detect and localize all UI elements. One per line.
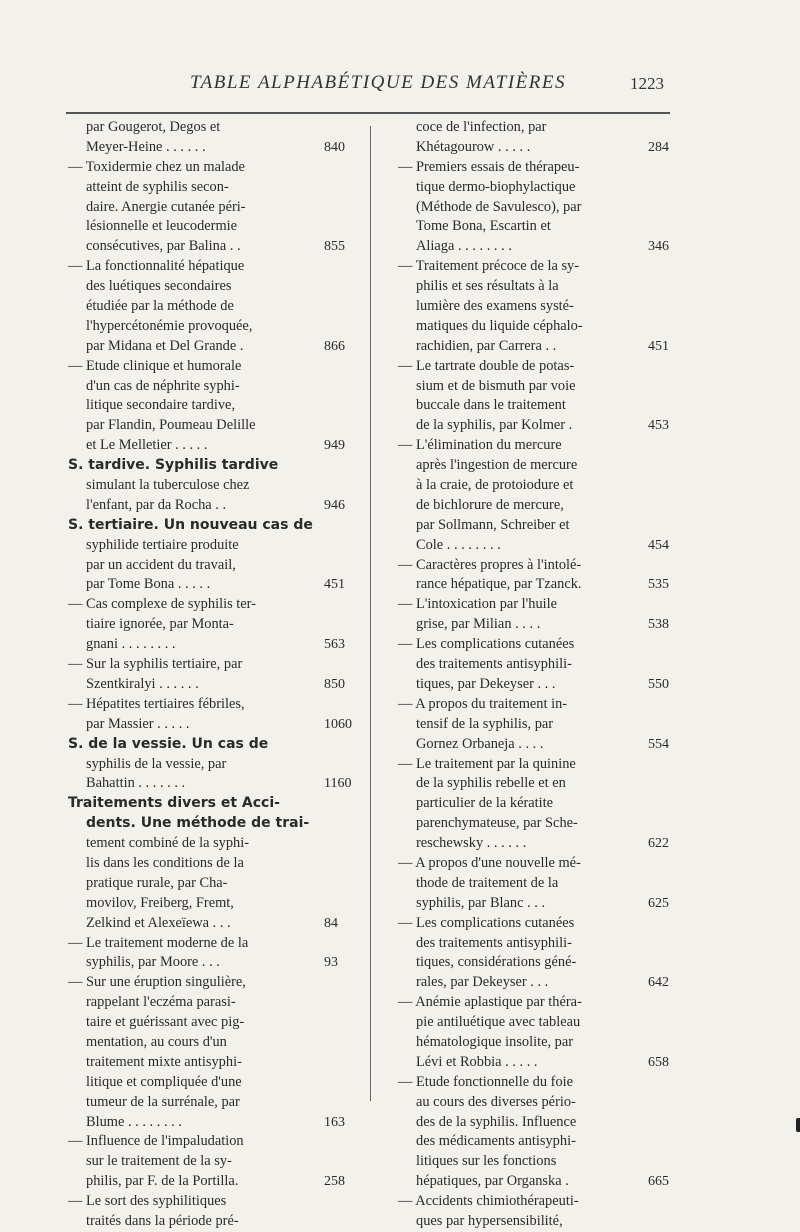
index-line [392, 1073, 688, 1093]
index-line [392, 575, 688, 595]
index-line [62, 536, 358, 556]
index-line [392, 1192, 688, 1212]
index-line [62, 277, 358, 297]
index-entry-text: consécutives, par Balina . . [86, 238, 241, 255]
index-line [392, 277, 688, 297]
index-line [392, 814, 688, 834]
index-line [62, 138, 358, 158]
index-entry-text: — L'intoxication par l'huile [398, 596, 558, 613]
index-line [392, 1033, 688, 1053]
index-line [62, 973, 358, 993]
header-rule [66, 112, 670, 114]
index-line [392, 655, 688, 675]
index-line [62, 1172, 358, 1192]
index-entry-text: l'hypercétonémie provoquée, [86, 317, 253, 334]
index-line [392, 257, 688, 277]
index-line [62, 496, 358, 516]
index-line [392, 695, 688, 715]
index-entry-text: par Flandin, Poumeau Delille [86, 417, 256, 434]
index-line [392, 874, 688, 894]
index-line [392, 536, 688, 556]
index-entry-text: — Le traitement moderne de la [68, 934, 249, 951]
index-entry-text: hépatiques, par Organska . [416, 1173, 569, 1190]
index-entry-text: Bahattin . . . . . . . [86, 775, 186, 792]
index-line [62, 635, 358, 655]
index-line [62, 317, 358, 337]
index-line [62, 377, 358, 397]
index-entry-text: des de la syphilis. Influence [416, 1113, 577, 1130]
index-line [392, 377, 688, 397]
index-line [392, 237, 688, 257]
index-line [62, 1053, 358, 1073]
index-entry-text: dents. Une méthode de trai- [86, 815, 310, 832]
index-entry-text: au cours des diverses pério- [416, 1093, 576, 1110]
index-line [62, 834, 358, 854]
index-entry-text: — Accidents chimiothérapeuti- [398, 1193, 579, 1210]
index-line [62, 416, 358, 436]
index-entry-text: — Toxidermie chez un malade [68, 158, 245, 175]
index-entry-text: — Le traitement par la quinine [398, 755, 576, 772]
index-entry-text: et Le Melletier . . . . . [86, 437, 208, 454]
index-line [62, 1093, 358, 1113]
index-line [392, 416, 688, 436]
index-line [392, 774, 688, 794]
index-entry-text: tensif de la syphilis, par [416, 715, 554, 732]
page-reference: 665 [648, 1174, 669, 1190]
index-line [392, 834, 688, 854]
page-reference: 642 [648, 975, 669, 991]
index-entry-text: matiques du liquide céphalo- [416, 317, 583, 334]
page-reference: 93 [324, 955, 338, 971]
index-entry-text: (Méthode de Savulesco), par [416, 198, 582, 215]
index-line [392, 854, 688, 874]
index-entry-text: de bichlorure de mercure, [416, 496, 564, 513]
index-line [62, 595, 358, 615]
index-line [62, 436, 358, 456]
index-line [62, 1212, 358, 1232]
index-line [392, 993, 688, 1013]
page-reference: 535 [648, 577, 669, 593]
index-entry-text: Blume . . . . . . . . [86, 1113, 182, 1130]
index-entry-text: — Le tartrate double de potas- [398, 357, 575, 374]
index-entry-text: — La fonctionnalité hépatique [68, 258, 245, 275]
index-line [62, 1113, 358, 1133]
index-entry-text: Gornez Orbaneja . . . . [416, 735, 544, 752]
index-entry-text: par Tome Bona . . . . . [86, 576, 211, 593]
index-entry-text: syphilis, par Moore . . . [86, 954, 220, 971]
index-line [392, 914, 688, 934]
index-entry-text: — Les complications cutanées [398, 636, 575, 653]
index-entry-text: par un accident du travail, [86, 556, 236, 573]
index-entry-text: rales, par Dekeyser . . . [416, 974, 549, 991]
page-reference: 346 [648, 239, 669, 255]
index-line [392, 158, 688, 178]
index-entry-text: — Premiers essais de thérapeu- [398, 158, 580, 175]
index-entry-text: des médicaments antisyphi- [416, 1133, 576, 1150]
index-line [62, 894, 358, 914]
index-entry-text: des traitements antisyphili- [416, 934, 572, 951]
index-entry-text: tiques, par Dekeyser . . . [416, 675, 556, 692]
page-reference: 850 [324, 676, 345, 692]
index-line [62, 1192, 358, 1212]
index-line [62, 476, 358, 496]
index-line [392, 1053, 688, 1073]
index-entry-text: lésionnelle et leucodermie [86, 218, 238, 235]
page-reference: 866 [324, 338, 345, 354]
index-line [392, 496, 688, 516]
index-entry-text: taire et guérissant avec pig- [86, 1014, 245, 1031]
index-line [392, 436, 688, 456]
index-line [62, 158, 358, 178]
index-entry-text: syphilide tertiaire produite [86, 536, 239, 553]
index-entry-text: l'enfant, par da Rocha . . [86, 496, 227, 513]
index-entry-text: par Gougerot, Degos et [86, 119, 221, 135]
page-reference: 946 [324, 497, 345, 513]
index-line [392, 297, 688, 317]
index-line [392, 1212, 688, 1232]
index-entry-text: grise, par Milian . . . . [416, 616, 541, 633]
index-entry-text: par Massier . . . . . [86, 715, 190, 732]
index-entry-text: de la syphilis, par Kolmer . [416, 417, 573, 434]
index-entry-text: des luétiques secondaires [86, 278, 232, 295]
index-line [62, 237, 358, 257]
page-reference: 453 [648, 418, 669, 434]
column-divider [370, 126, 371, 1101]
index-entry-text: gnani . . . . . . . . [86, 636, 176, 653]
index-entry-text: sur le traitement de la sy- [86, 1153, 232, 1170]
index-entry-text: S. tertiaire. Un nouveau cas de [68, 516, 313, 533]
index-entry-text: Tome Bona, Escartin et [416, 218, 551, 235]
index-entry-text: philis, par F. de la Portilla. [86, 1173, 239, 1190]
index-line [392, 1113, 688, 1133]
index-line [392, 973, 688, 993]
index-entry-text: — Hépatites tertiaires fébriles, [68, 695, 245, 712]
index-entry-text: — Etude fonctionnelle du foie [398, 1073, 574, 1090]
page-reference: 949 [324, 438, 345, 454]
index-line [392, 1152, 688, 1172]
index-line [62, 735, 358, 755]
index-entry-text: — A propos du traitement in- [398, 695, 568, 712]
index-entry-text: litiques sur les fonctions [416, 1153, 557, 1170]
index-entry-text: philis et ses résultats à la [416, 278, 559, 295]
page-reference: 451 [324, 577, 345, 593]
index-line [62, 1013, 358, 1033]
index-line [62, 217, 358, 237]
index-entry-text: S. tardive. Syphilis tardive [68, 457, 279, 474]
index-line [392, 456, 688, 476]
index-entry-text: syphilis, par Blanc . . . [416, 894, 546, 911]
index-entry-text: buccale dans le traitement [416, 397, 566, 414]
index-entry-text: — A propos d'une nouvelle mé- [398, 854, 581, 871]
index-entry-text: — Cas complexe de syphilis ter- [68, 596, 256, 613]
index-entry-text: simulant la tuberculose chez [86, 477, 250, 494]
index-line [62, 755, 358, 775]
index-entry-text: Khétagourow . . . . . [416, 138, 531, 155]
margin-mark [796, 1118, 800, 1132]
index-entry-text: à la craie, de protoiodure et [416, 477, 574, 494]
index-line [392, 755, 688, 775]
page-reference: 622 [648, 836, 669, 852]
index-entry-text: daire. Anergie cutanée péri- [86, 198, 246, 215]
index-line [62, 874, 358, 894]
page-reference: 284 [648, 139, 669, 155]
index-entry-text: ques par hypersensibilité, [416, 1212, 563, 1229]
index-entry-text: rappelant l'eczéma parasi- [86, 994, 236, 1011]
index-entry-text: Meyer-Heine . . . . . . [86, 138, 206, 155]
index-entry-text: tiaire ignorée, par Monta- [86, 616, 234, 633]
index-line [62, 914, 358, 934]
index-entry-text: Cole . . . . . . . . [416, 536, 501, 553]
page-reference: 554 [648, 736, 669, 752]
index-entry-text: tumeur de la surrénale, par [86, 1093, 240, 1110]
index-line [62, 516, 358, 536]
index-line [62, 257, 358, 277]
index-entry-text: movilov, Freiberg, Fremt, [86, 894, 234, 911]
index-line [392, 556, 688, 576]
page-reference: 84 [324, 915, 338, 931]
index-line [62, 814, 358, 834]
index-entry-text: litique secondaire tardive, [86, 397, 236, 414]
index-line [392, 615, 688, 635]
index-entry-text: — Etude clinique et humorale [68, 357, 242, 374]
right-column [392, 118, 688, 1232]
page-reference: 258 [324, 1174, 345, 1190]
index-entry-text: traitement mixte antisyphi- [86, 1053, 242, 1070]
index-line [62, 396, 358, 416]
index-line [392, 934, 688, 954]
index-entry-text: lumière des examens systé- [416, 298, 574, 315]
index-line [392, 715, 688, 735]
index-line [62, 297, 358, 317]
index-line [62, 774, 358, 794]
index-line [62, 934, 358, 954]
index-entry-text: — Le sort des syphilitiques [68, 1193, 227, 1210]
index-line [62, 337, 358, 357]
index-line [392, 138, 688, 158]
running-header [0, 72, 800, 102]
index-entry-text: pratique rurale, par Cha- [86, 874, 228, 891]
index-line [62, 456, 358, 476]
page-reference: 855 [324, 239, 345, 255]
page-reference: 550 [648, 676, 669, 692]
index-entry-text: rance hépatique, par Tzanck. [416, 576, 582, 593]
index-entry-text: — Sur la syphilis tertiaire, par [68, 656, 243, 673]
index-entry-text: particulier de la kératite [416, 795, 554, 812]
index-entry-text: tiques, considérations géné- [416, 954, 577, 971]
index-entry-text: hématologique insolite, par [416, 1033, 574, 1050]
page-reference: 1160 [324, 776, 352, 792]
index-entry-text: reschewsky . . . . . . [416, 835, 527, 852]
header-title: TABLE ALPHABÉTIQUE DES MATIÈRES [190, 72, 566, 93]
page-reference: 163 [324, 1114, 345, 1130]
index-entry-text: par Sollmann, Schreiber et [416, 516, 570, 533]
index-line [392, 357, 688, 377]
index-line [62, 993, 358, 1013]
index-line [62, 556, 358, 576]
index-entry-text: — Sur une éruption singulière, [68, 974, 246, 991]
index-entry-text: parenchymateuse, par Sche- [416, 815, 578, 832]
index-entry-text: sium et de bismuth par voie [416, 377, 576, 394]
page-reference: 454 [648, 537, 669, 553]
index-line [392, 1013, 688, 1033]
index-line [392, 217, 688, 237]
index-line [392, 317, 688, 337]
index-line [62, 118, 358, 138]
index-entry-text: litique et compliquée d'une [86, 1073, 242, 1090]
index-line [62, 357, 358, 377]
index-line [62, 715, 358, 735]
index-entry-text: des traitements antisyphili- [416, 656, 572, 673]
index-line [62, 198, 358, 218]
page-number: 1223 [630, 74, 664, 93]
index-entry-text: — Anémie aplastique par théra- [398, 994, 582, 1011]
index-entry-text: coce de l'infection, par [416, 119, 547, 135]
index-line [62, 1073, 358, 1093]
index-line [392, 1172, 688, 1192]
index-line [392, 735, 688, 755]
index-entry-text: traités dans la période pré- [86, 1212, 239, 1229]
index-line [62, 655, 358, 675]
index-entry-text: thode de traitement de la [416, 874, 559, 891]
index-line [392, 595, 688, 615]
index-line [62, 794, 358, 814]
index-entry-text: par Midana et Del Grande . [86, 337, 244, 354]
page-reference: 538 [648, 617, 669, 633]
index-entry-text: rachidien, par Carrera . . [416, 337, 557, 354]
index-line [62, 695, 358, 715]
index-line [62, 1132, 358, 1152]
index-entry-text: Aliaga . . . . . . . . [416, 238, 512, 255]
page-reference: 658 [648, 1054, 669, 1070]
index-line [392, 953, 688, 973]
index-entry-text: Lévi et Robbia . . . . . [416, 1053, 538, 1070]
index-line [62, 854, 358, 874]
index-entry-text: mentation, au cours d'un [86, 1033, 227, 1050]
index-line [62, 1152, 358, 1172]
index-entry-text: après l'ingestion de mercure [416, 457, 578, 474]
index-line [392, 516, 688, 536]
index-entry-text: Szentkiralyi . . . . . . [86, 675, 199, 692]
index-entry-text: tique dermo-biophylactique [416, 178, 576, 195]
index-line [392, 118, 688, 138]
index-entry-text: syphilis de la vessie, par [86, 755, 227, 772]
index-entry-text: tement combiné de la syphi- [86, 835, 250, 852]
index-line [392, 198, 688, 218]
index-line [62, 953, 358, 973]
index-entry-text: — Influence de l'impaludation [68, 1133, 244, 1150]
index-entry-text: — Caractères propres à l'intolé- [398, 556, 582, 573]
index-entry-text: étudiée par la méthode de [86, 298, 234, 315]
page-reference: 451 [648, 338, 669, 354]
index-line [392, 1093, 688, 1113]
index-line [392, 794, 688, 814]
index-entry-text: d'un cas de néphrite syphi- [86, 377, 240, 394]
index-entry-text: pie antiluétique avec tableau [416, 1014, 581, 1031]
index-line [62, 1033, 358, 1053]
index-entry-text: atteint de syphilis secon- [86, 178, 229, 195]
page-reference: 840 [324, 139, 345, 155]
index-entry-text: — Traitement précoce de la sy- [398, 258, 580, 275]
left-column [62, 118, 358, 1232]
index-line [392, 894, 688, 914]
page-reference: 625 [648, 895, 669, 911]
index-line [392, 337, 688, 357]
page-reference: 1060 [324, 716, 352, 732]
index-entry-text: — Les complications cutanées [398, 914, 575, 931]
index-line [62, 575, 358, 595]
index-entry-text: de la syphilis rebelle et en [416, 775, 566, 792]
index-entry-text: lis dans les conditions de la [86, 854, 244, 871]
page-reference: 563 [324, 637, 345, 653]
index-line [62, 615, 358, 635]
index-line [62, 178, 358, 198]
index-entry-text: Zelkind et Alexeïewa . . . [86, 914, 231, 931]
index-line [392, 675, 688, 695]
index-line [392, 178, 688, 198]
index-line [62, 675, 358, 695]
index-line [392, 396, 688, 416]
index-line [392, 1132, 688, 1152]
index-line [392, 476, 688, 496]
index-entry-text: Traitements divers et Acci- [68, 795, 280, 812]
index-entry-text: — L'élimination du mercure [398, 437, 562, 454]
index-entry-text: S. de la vessie. Un cas de [68, 735, 269, 752]
index-line [392, 635, 688, 655]
